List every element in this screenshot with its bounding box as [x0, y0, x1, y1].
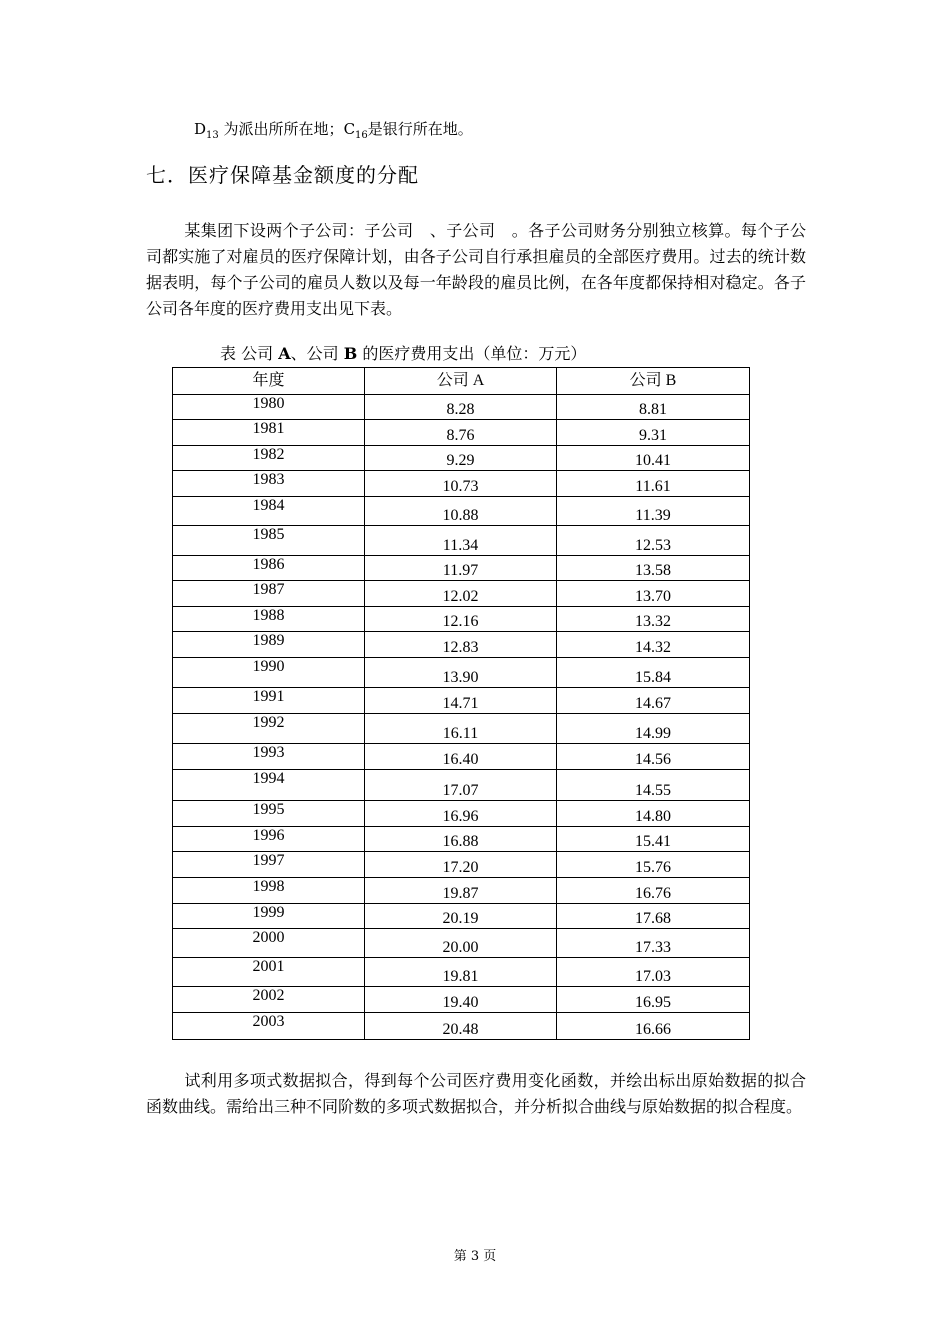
cell-company-a: 13.90 — [365, 658, 557, 688]
cell-company-a: 10.88 — [365, 497, 557, 526]
table-caption — [220, 343, 586, 365]
intro-paragraph — [146, 218, 806, 322]
location-note-text-2: 是银行所在地。 — [367, 120, 473, 138]
cell-company-b: 17.68 — [557, 904, 750, 929]
table-row — [173, 1013, 750, 1040]
page-footer: 第 3 页 — [453, 1249, 497, 1264]
table-row — [173, 395, 750, 420]
cell-year: 1983 — [173, 471, 365, 497]
cell-year: 1982 — [173, 446, 365, 471]
table-row — [173, 581, 750, 607]
table-row — [173, 526, 750, 556]
cell-company-a: 20.19 — [365, 904, 557, 929]
table-row — [173, 714, 750, 744]
cell-company-a: 9.29 — [365, 446, 557, 471]
caption-company-a: A — [278, 344, 291, 363]
cell-year: 2002 — [173, 987, 365, 1013]
cell-year: 1989 — [173, 632, 365, 658]
table-row — [173, 770, 750, 801]
cell-company-a: 8.76 — [365, 420, 557, 446]
cell-company-b: 17.33 — [557, 929, 750, 958]
table-header-row — [173, 368, 750, 395]
cell-company-a: 16.88 — [365, 827, 557, 852]
cell-year: 1996 — [173, 827, 365, 852]
cell-year: 1995 — [173, 801, 365, 827]
cell-year: 1999 — [173, 904, 365, 929]
caption-separator: 、公司 — [290, 344, 344, 363]
table-row — [173, 688, 750, 714]
caption-company-b: B — [343, 344, 358, 363]
cell-year: 1985 — [173, 526, 365, 556]
table-row — [173, 658, 750, 688]
cell-year: 1993 — [173, 744, 365, 770]
table-body — [173, 395, 750, 1040]
cell-company-b: 15.41 — [557, 827, 750, 852]
cell-company-b: 11.61 — [557, 471, 750, 497]
cell-year: 2003 — [173, 1013, 365, 1040]
location-note-text-1: 为派出所所在地； — [223, 120, 344, 138]
header-company-b: 公司 B — [557, 368, 750, 395]
table-row — [173, 987, 750, 1013]
cell-company-b: 10.41 — [557, 446, 750, 471]
cell-year: 1991 — [173, 688, 365, 714]
cell-company-a: 8.28 — [365, 395, 557, 420]
cell-company-b: 14.67 — [557, 688, 750, 714]
closing-paragraph — [146, 1068, 806, 1120]
cell-company-b: 14.99 — [557, 714, 750, 744]
cell-company-a: 14.71 — [365, 688, 557, 714]
d-subscript: 13 — [206, 130, 219, 141]
cell-year: 1988 — [173, 607, 365, 632]
cell-company-b: 16.76 — [557, 878, 750, 904]
header-year: 年度 — [173, 368, 365, 395]
cell-company-b: 16.66 — [557, 1013, 750, 1040]
cell-company-a: 17.20 — [365, 852, 557, 878]
cell-company-a: 19.87 — [365, 878, 557, 904]
cell-company-b: 14.32 — [557, 632, 750, 658]
cell-company-b: 15.76 — [557, 852, 750, 878]
cell-year: 1980 — [173, 395, 365, 420]
cell-company-b: 17.03 — [557, 958, 750, 987]
closing-paragraph-text: 试利用多项式数据拟合，得到每个公司医疗费用变化函数，并绘出标出原始数据的拟合函数曲线。需给出三种不同阶数的多项式数据拟合，并分析拟合曲线与原始数据的拟合程度。 — [146, 1071, 806, 1116]
intro-paragraph-text: 某集团下设两个子公司：子公司 、子公司 。各子公司财务分别独立核算。每个子公司都实施了对雇员的医疗保障计划，由各子公司自行承担雇员的全部医疗费用。过去的统计数据表明，每个子公司的雇员人数以及每一年龄段的雇员比例，在各年度都保持相对稳定。各子公司各年度的医疗费用支出见下表。 — [146, 221, 806, 318]
cell-year: 1986 — [173, 556, 365, 581]
cell-year: 1994 — [173, 770, 365, 801]
cell-company-a: 11.97 — [365, 556, 557, 581]
table-row — [173, 852, 750, 878]
cell-year: 1990 — [173, 658, 365, 688]
table-row — [173, 420, 750, 446]
table-row — [173, 827, 750, 852]
cell-company-a: 12.83 — [365, 632, 557, 658]
cell-year: 2000 — [173, 929, 365, 958]
cell-company-b: 9.31 — [557, 420, 750, 446]
header-company-a: 公司 A — [365, 368, 557, 395]
cell-year: 1997 — [173, 852, 365, 878]
caption-prefix: 表 公司 — [220, 344, 279, 363]
table-row — [173, 446, 750, 471]
cell-company-b: 12.53 — [557, 526, 750, 556]
cell-company-b: 14.80 — [557, 801, 750, 827]
table-row — [173, 607, 750, 632]
cell-company-a: 12.16 — [365, 607, 557, 632]
cell-company-b: 14.56 — [557, 744, 750, 770]
cell-year: 1992 — [173, 714, 365, 744]
cell-company-a: 16.96 — [365, 801, 557, 827]
table-row — [173, 904, 750, 929]
c-subscript: 16 — [355, 130, 368, 141]
cell-company-b: 13.58 — [557, 556, 750, 581]
cell-company-b: 16.95 — [557, 987, 750, 1013]
cell-company-b: 11.39 — [557, 497, 750, 526]
cell-company-b: 8.81 — [557, 395, 750, 420]
cell-company-b: 14.55 — [557, 770, 750, 801]
cell-year: 1987 — [173, 581, 365, 607]
cell-company-a: 10.73 — [365, 471, 557, 497]
cell-company-b: 15.84 — [557, 658, 750, 688]
medical-expense-table — [172, 367, 750, 1040]
table-row — [173, 632, 750, 658]
cell-company-a: 16.11 — [365, 714, 557, 744]
cell-company-a: 11.34 — [365, 526, 557, 556]
cell-year: 1984 — [173, 497, 365, 526]
section-heading: 七．医疗保障基金额度的分配 — [146, 163, 419, 187]
cell-year: 1981 — [173, 420, 365, 446]
cell-company-a: 17.07 — [365, 770, 557, 801]
table-row — [173, 958, 750, 987]
cell-company-a: 20.48 — [365, 1013, 557, 1040]
cell-company-b: 13.32 — [557, 607, 750, 632]
caption-suffix: 的医疗费用支出（单位：万元） — [357, 344, 587, 363]
location-note — [194, 118, 473, 140]
table-row — [173, 556, 750, 581]
cell-year: 2001 — [173, 958, 365, 987]
table-row — [173, 929, 750, 958]
cell-company-a: 12.02 — [365, 581, 557, 607]
cell-company-a: 16.40 — [365, 744, 557, 770]
cell-company-a: 19.81 — [365, 958, 557, 987]
table-row — [173, 744, 750, 770]
cell-company-b: 13.70 — [557, 581, 750, 607]
c-letter: C — [343, 120, 356, 138]
table-row — [173, 801, 750, 827]
table-row — [173, 471, 750, 497]
table-row — [173, 497, 750, 526]
cell-company-a: 20.00 — [365, 929, 557, 958]
cell-year: 1998 — [173, 878, 365, 904]
cell-company-a: 19.40 — [365, 987, 557, 1013]
table-row — [173, 878, 750, 904]
d-letter: D — [194, 120, 207, 138]
